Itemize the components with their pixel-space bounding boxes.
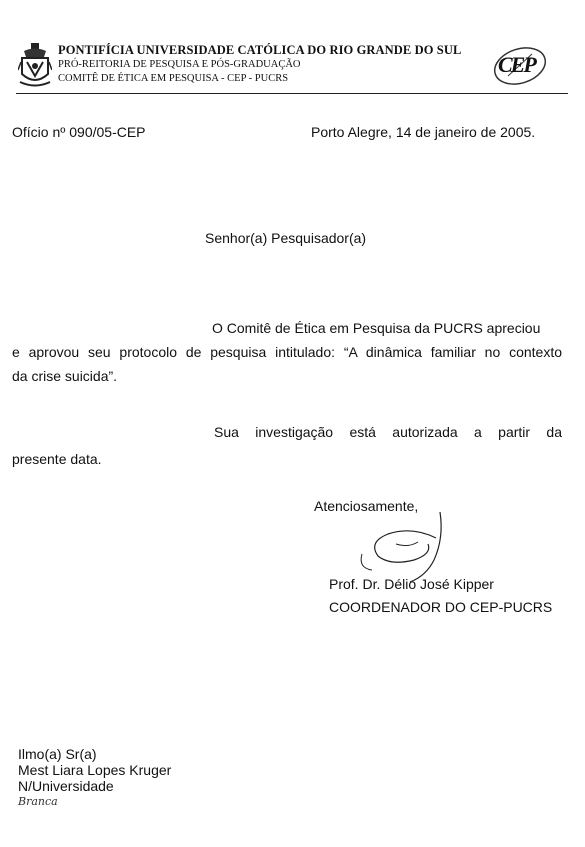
letterhead <box>0 0 585 96</box>
place-and-date: Porto Alegre, 14 de janeiro de 2005. <box>311 124 536 140</box>
recipient-block <box>18 746 278 810</box>
authorization-line-1: Sua investigação está autorizada a partir da <box>214 424 562 440</box>
salutation: Senhor(a) Pesquisador(a) <box>205 230 367 246</box>
cep-logo-icon <box>492 46 548 86</box>
handwritten-note: Branca <box>18 795 58 808</box>
approval-line-3: da crise suicida”. <box>12 368 118 384</box>
recipient-name: Mest Liara Lopes Kruger <box>18 762 172 778</box>
cep-logo-text: CEP <box>498 52 535 77</box>
signer-title: COORDENADOR DO CEP-PUCRS <box>329 599 553 615</box>
authorization-line-2: presente data. <box>12 451 102 467</box>
approval-line-2: e aprovou seu protocolo de pesquisa intitulado: “A dinâmica familiar no contexto <box>12 344 562 360</box>
university-name: PONTIFÍCIA UNIVERSIDADE CATÓLICA DO RIO GRANDE DO SUL <box>58 43 462 57</box>
closing: Atenciosamente, <box>314 498 419 514</box>
signer-name: Prof. Dr. Délio José Kipper <box>329 576 494 592</box>
approval-paragraph <box>12 316 562 388</box>
university-crest-icon <box>18 42 52 88</box>
committee-name: COMITÊ DE ÉTICA EM PESQUISA - CEP - PUCRS <box>58 73 289 84</box>
authorization-paragraph <box>12 420 562 471</box>
header-divider <box>16 93 568 94</box>
approval-line-1: O Comitê de Ética em Pesquisa da PUCRS apreciou <box>212 320 541 336</box>
pro-rectory-name: PRÓ-REITORIA DE PESQUISA E PÓS-GRADUAÇÃO <box>58 59 301 70</box>
recipient-salutation: Ilmo(a) Sr(a) <box>18 746 97 762</box>
recipient-institution: N/Universidade <box>18 778 114 794</box>
reference-number: Ofício nº 090/05-CEP <box>12 124 146 140</box>
